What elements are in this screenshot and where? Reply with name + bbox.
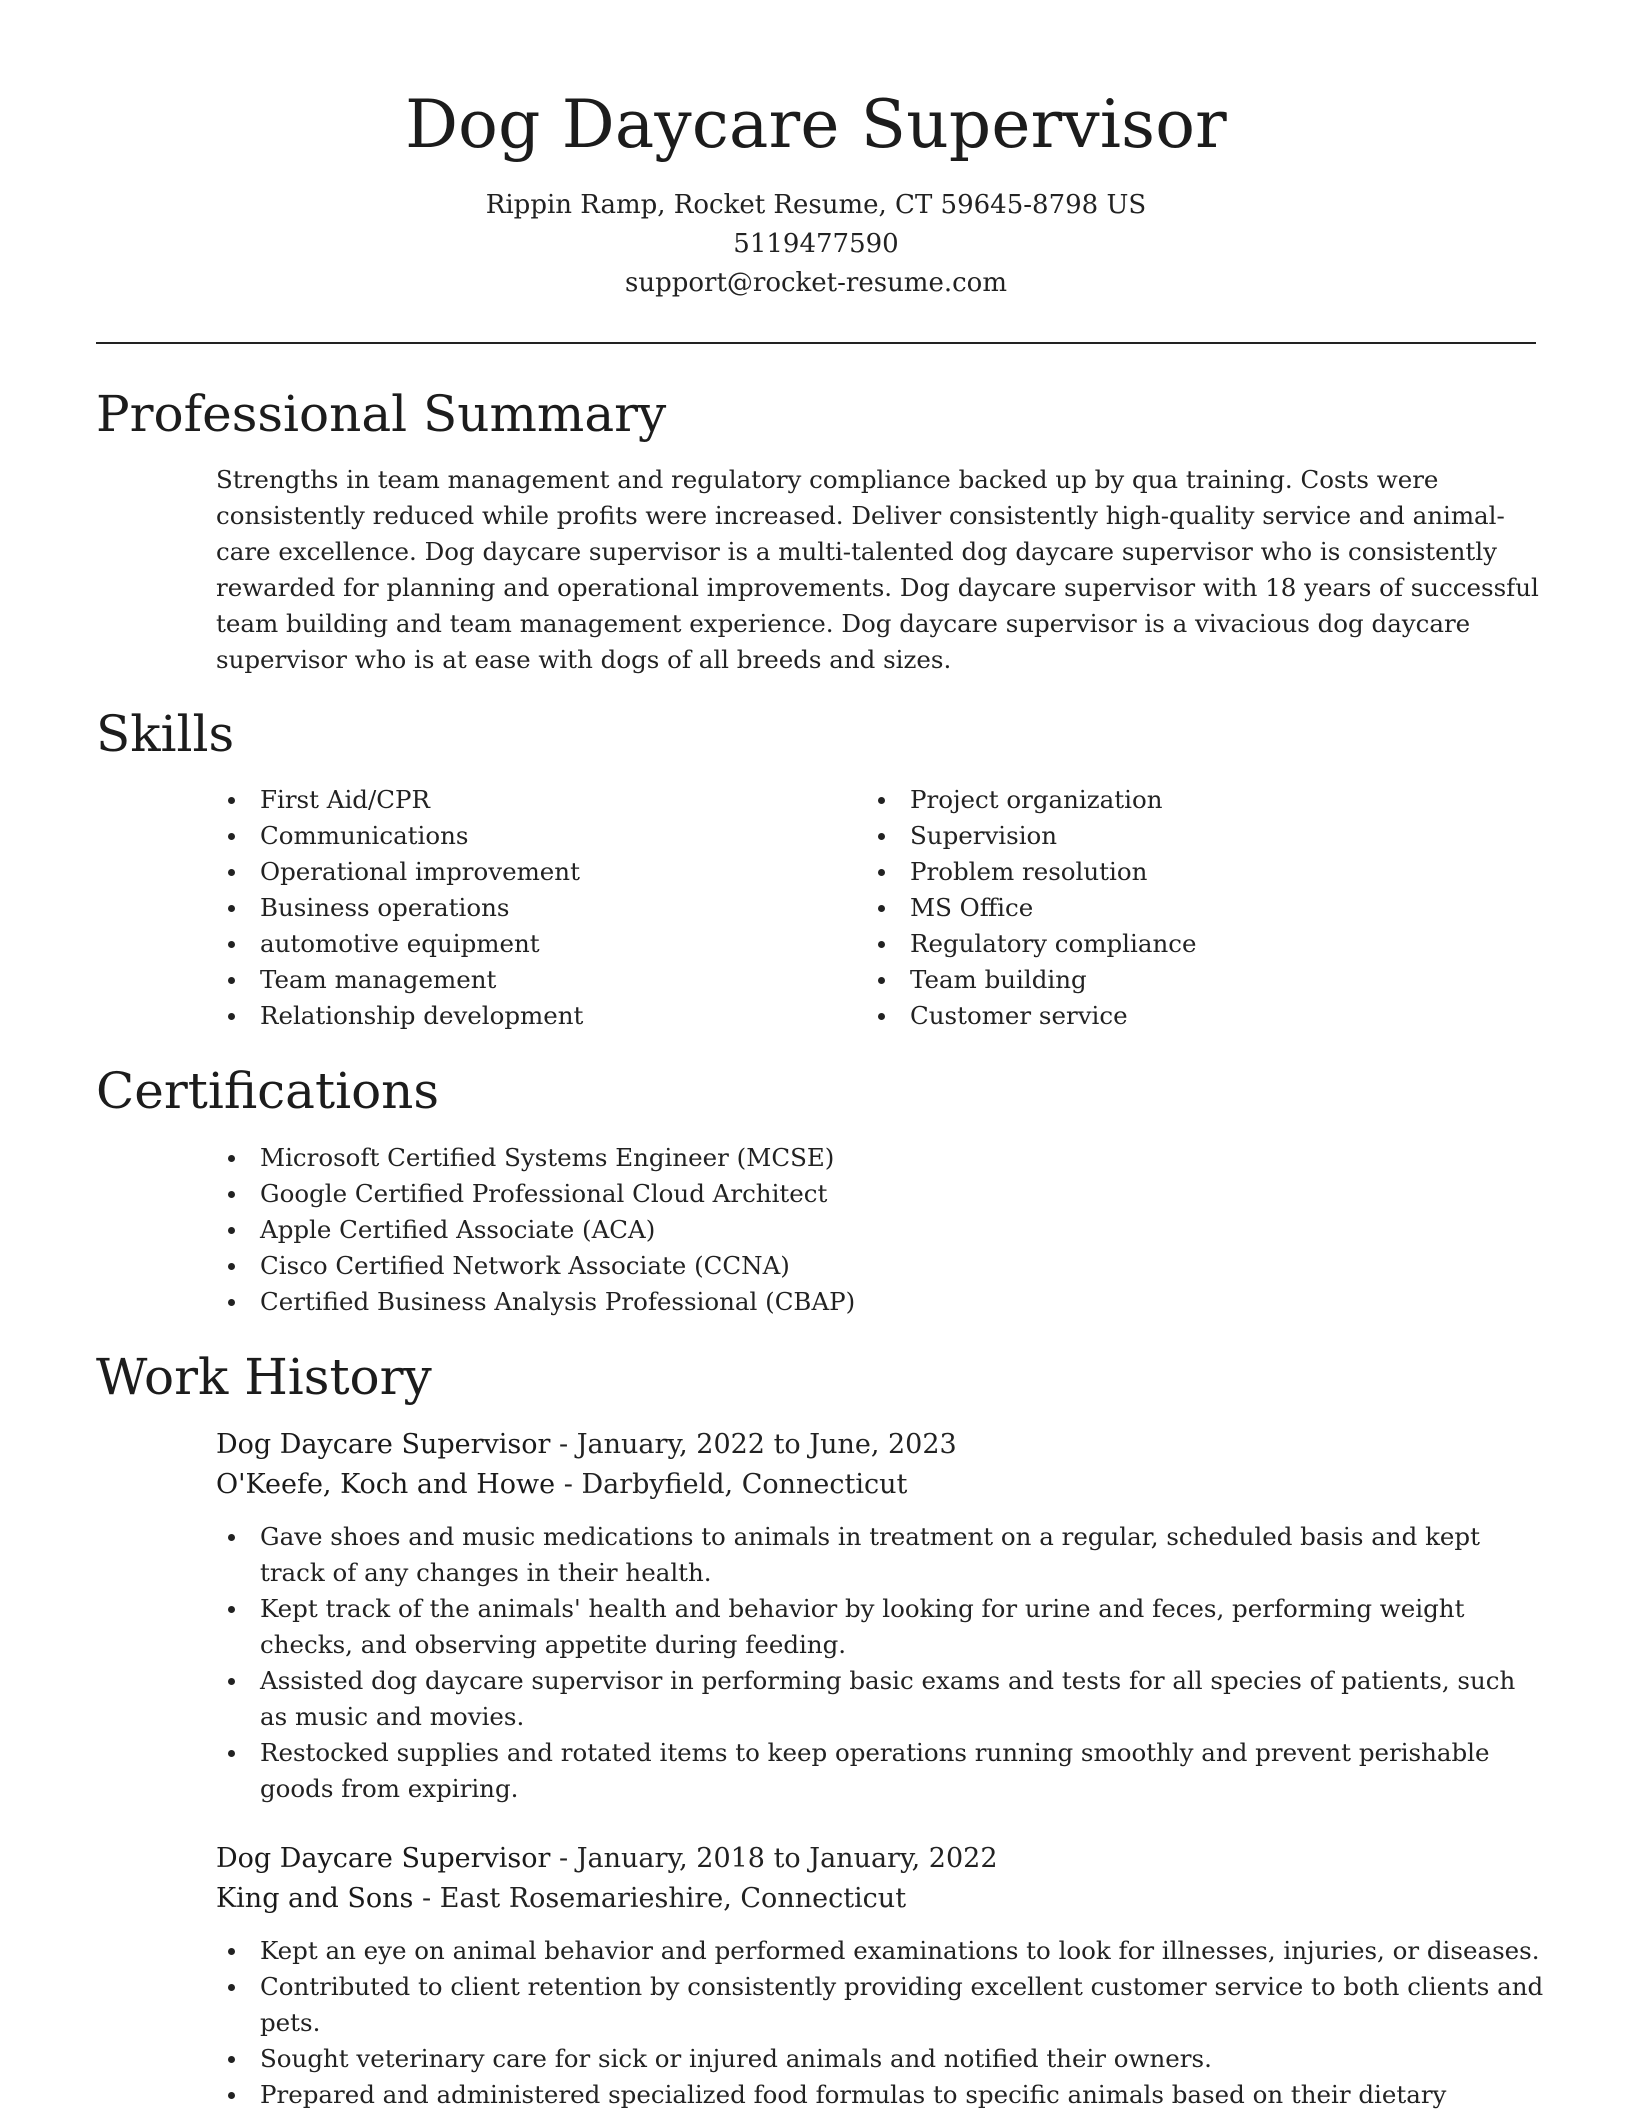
skill-item: First Aid/CPR: [216, 782, 816, 818]
job-separator: -: [422, 1883, 440, 1914]
contact-phone: 5119477590: [733, 229, 899, 259]
job-bullet: Gave shoes and music medications to animals in treatment on a regular, scheduled basis and kept track of any changes in their health.: [216, 1519, 1546, 1591]
job-entry: [216, 1839, 1546, 2112]
skill-item: Business operations: [216, 890, 816, 926]
certification-item: Cisco Certified Network Associate (CCNA): [216, 1248, 1546, 1284]
job-location: East Rosemarieshire, Connecticut: [439, 1883, 907, 1914]
resume-header: [0, 0, 1632, 303]
job-bullet: Kept track of the animals' health and behavior by looking for urine and feces, performing weight checks, and observing appetite during feeding.: [216, 1591, 1546, 1663]
contact-block: [0, 186, 1632, 303]
contact-email: support@rocket-resume.com: [624, 268, 1007, 298]
skills-column-left: [216, 782, 816, 1034]
job-company-line: [216, 1465, 1546, 1505]
job-bullet: Restocked supplies and rotated items to keep operations running smoothly and prevent perishable goods from expiring.: [216, 1735, 1546, 1807]
skill-item: Operational improvement: [216, 854, 816, 890]
summary-heading: Professional Summary: [96, 385, 667, 443]
header-divider: [96, 342, 1536, 344]
job-bullet: Assisted dog daycare supervisor in performing basic exams and tests for all species of patients, such as music and movies.: [216, 1663, 1546, 1735]
certification-item: Google Certified Professional Cloud Architect: [216, 1176, 1546, 1212]
skill-item: Relationship development: [216, 998, 816, 1034]
contact-address: Rippin Ramp, Rocket Resume, CT 59645-8798 US: [485, 190, 1147, 220]
job-dates: January, 2018 to January, 2022: [576, 1843, 998, 1874]
job-dates: January, 2022 to June, 2023: [576, 1429, 957, 1460]
certification-item: Microsoft Certified Systems Engineer (MCSE): [216, 1140, 1546, 1176]
work-history-heading: Work History: [96, 1348, 432, 1406]
job-bullet: Sought veterinary care for sick or injured animals and notified their owners.: [216, 2041, 1546, 2077]
skill-item: MS Office: [866, 890, 1466, 926]
skill-item: Regulatory compliance: [866, 926, 1466, 962]
skills-column-right: [866, 782, 1466, 1034]
skill-item: Communications: [216, 818, 816, 854]
certification-item: Apple Certified Associate (ACA): [216, 1212, 1546, 1248]
job-separator: -: [563, 1469, 582, 1500]
job-bullet: Prepared and administered specialized food formulas to specific animals based on their dietary: [216, 2077, 1546, 2112]
candidate-name: Dog Daycare Supervisor: [405, 86, 1227, 163]
job-role: Dog Daycare Supervisor: [216, 1843, 551, 1874]
job-company: O'Keefe, Koch and Howe: [216, 1469, 556, 1500]
skill-item: Supervision: [866, 818, 1466, 854]
skill-item: Customer service: [866, 998, 1466, 1034]
job-bullets: [216, 1519, 1546, 1807]
job-company-line: [216, 1879, 1546, 1919]
job-entry: [216, 1425, 1546, 1807]
certifications-heading: Certifications: [96, 1062, 440, 1120]
job-location: Darbyfield, Connecticut: [581, 1469, 908, 1500]
skill-item: automotive equipment: [216, 926, 816, 962]
job-bullet: Kept an eye on animal behavior and performed examinations to look for illnesses, injuries, or diseases.: [216, 1933, 1546, 1969]
skills-heading: Skills: [96, 705, 235, 763]
skill-item: Project organization: [866, 782, 1466, 818]
job-bullets: [216, 1933, 1546, 2112]
job-title-line: [216, 1839, 1546, 1879]
job-role: Dog Daycare Supervisor: [216, 1429, 551, 1460]
job-separator: -: [559, 1843, 577, 1874]
summary-text: Strengths in team management and regulatory compliance backed up by qua training. Costs were consistently reduced while profits were increased. Deliver consistently high-quality service and animal-care excellence. Dog daycare supervisor is a multi-talented dog daycare supervisor who is consistently rewarded for planning and operational improvements. Dog daycare supervisor with 18 years of successful team building and team management experience. Dog daycare supervisor is a vivacious dog daycare supervisor who is at ease with dogs of all breeds and sizes.: [216, 465, 1539, 674]
skill-item: Team management: [216, 962, 816, 998]
job-company: King and Sons: [216, 1883, 414, 1914]
certifications-list: [216, 1140, 1546, 1320]
skill-item: Problem resolution: [866, 854, 1466, 890]
job-title-line: [216, 1425, 1546, 1465]
certification-item: Certified Business Analysis Professional (CBAP): [216, 1284, 1546, 1320]
job-separator: -: [559, 1429, 577, 1460]
job-bullet: Contributed to client retention by consistently providing excellent customer service to both clients and pets.: [216, 1969, 1546, 2041]
skill-item: Team building: [866, 962, 1466, 998]
